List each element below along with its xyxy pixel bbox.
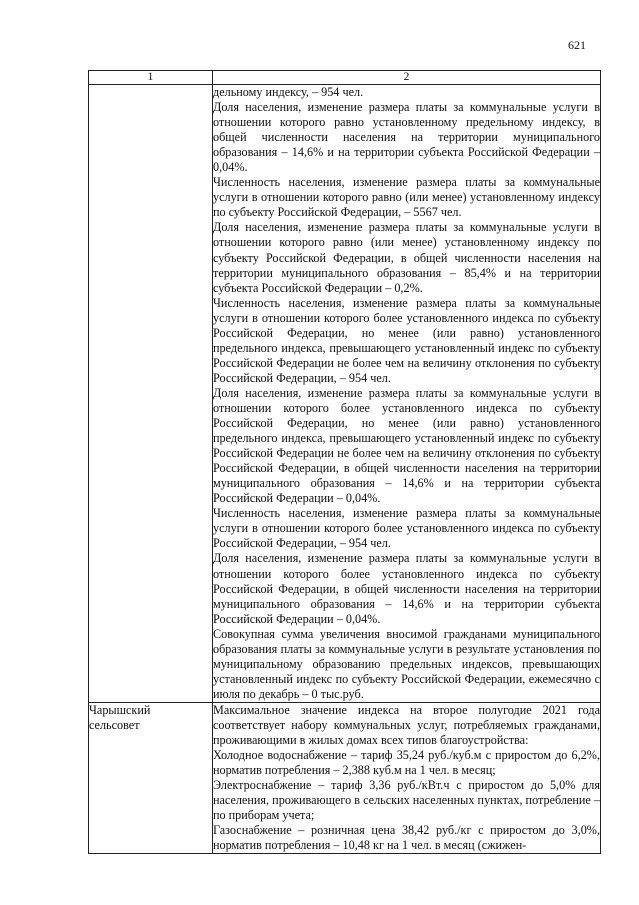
municipality-cell xyxy=(89,702,213,853)
column-header-2: 2 xyxy=(213,71,601,85)
paragraph: Холодное водоснабжение – тариф 35,24 руб./куб.м с приростом до 6,2%, норматив потребления – 2,388 куб.м на 1 чел. в месяц; xyxy=(213,748,600,778)
paragraph: Совокупная сумма увеличения вносимой гражданами муниципального образования платы за коммунальные услуги в результате установления по муниципальному образованию предельных индексов, превышающих установленный индекс по субъекту Российской Федерации, ежемесячно с июля по декабрь – 0 тыс.руб. xyxy=(213,626,600,701)
table-header-row xyxy=(89,71,601,85)
paragraph: Максимальное значение индекса на второе полугодие 2021 года соответствует набору коммунальных услуг, потребляемых гражданами, проживающими в жилых домах всех типов благоустройства: xyxy=(213,702,600,748)
paragraph: Численность населения, изменение размера платы за коммунальные услуги в отношении которого более установленного индекса по субъекту Российской Федерации, но менее (или равно) установленного предельного индекса, превышающего установленный индекс по субъекту Российской Федерации не более чем на величину отклонения по субъекту Российской Федерации, – 954 чел. xyxy=(213,295,600,385)
paragraph: Численность населения, изменение размера платы за коммунальные услуги в отношении которого равно (или менее) установленному индексу по субъекту Российской Федерации, – 5567 чел. xyxy=(213,175,600,220)
indicators-cell xyxy=(213,702,601,853)
municipality-name-line: Чарышский xyxy=(89,702,151,717)
indicators-cell xyxy=(213,85,601,703)
column-header-1: 1 xyxy=(89,71,213,85)
municipality-name-line: сельсовет xyxy=(89,717,140,732)
paragraph: Доля населения, изменение размера платы за коммунальные услуги в отношении которого равно установленному предельному индексу, в общей численности населения на территории муниципального образования – 14,6% и на территории субъекта Российской Федерации – 0,04%. xyxy=(213,100,600,175)
paragraph: дельному индексу, – 954 чел. xyxy=(213,85,364,99)
paragraph: Газоснабжение – розничная цена 38,42 руб./кг с приростом до 3,0%, норматив потребления – 10,48 кг на 1 чел. в месяц (сжижен- xyxy=(213,823,600,853)
municipality-cell xyxy=(89,85,213,703)
paragraph: Доля населения, изменение размера платы за коммунальные услуги в отношении которого более установленного индекса по субъекту Российской Федерации, но менее (или равно) установленного предельного индекса, превышающего установленный индекс по субъекту Российской Федерации не более чем на величину отклонения по субъекту Российской Федерации, в общей численности населения на территории муниципального образования – 14,6% и на территории субъекта Российской Федерации – 0,04%. xyxy=(213,385,600,506)
paragraph: Численность населения, изменение размера платы за коммунальные услуги в отношении которого более установленного индекса по субъекту Российской Федерации, – 954 чел. xyxy=(213,506,600,551)
table-row xyxy=(89,85,601,703)
paragraph: Электроснабжение – тариф 3,36 руб./кВт.ч с приростом до 5,0% для населения, проживающего в сельских населенных пунктах, потребление – по приборам учета; xyxy=(213,778,600,823)
table-row xyxy=(89,702,601,853)
page-number: 621 xyxy=(568,38,586,52)
document-table xyxy=(88,70,601,854)
paragraph: Доля населения, изменение размера платы за коммунальные услуги в отношении которого равно (или менее) установленному индексу по субъекту Российской Федерации, в общей численности населения на территории муниципального образования – 85,4% и на территории субъекта Российской Федерации – 0,2%. xyxy=(213,220,600,295)
paragraph: Доля населения, изменение размера платы за коммунальные услуги в отношении которого более установленного индекса по субъекту Российской Федерации, в общей численности населения на территории муниципального образования – 14,6% и на территории субъекта Российской Федерации – 0,04%. xyxy=(213,551,600,626)
